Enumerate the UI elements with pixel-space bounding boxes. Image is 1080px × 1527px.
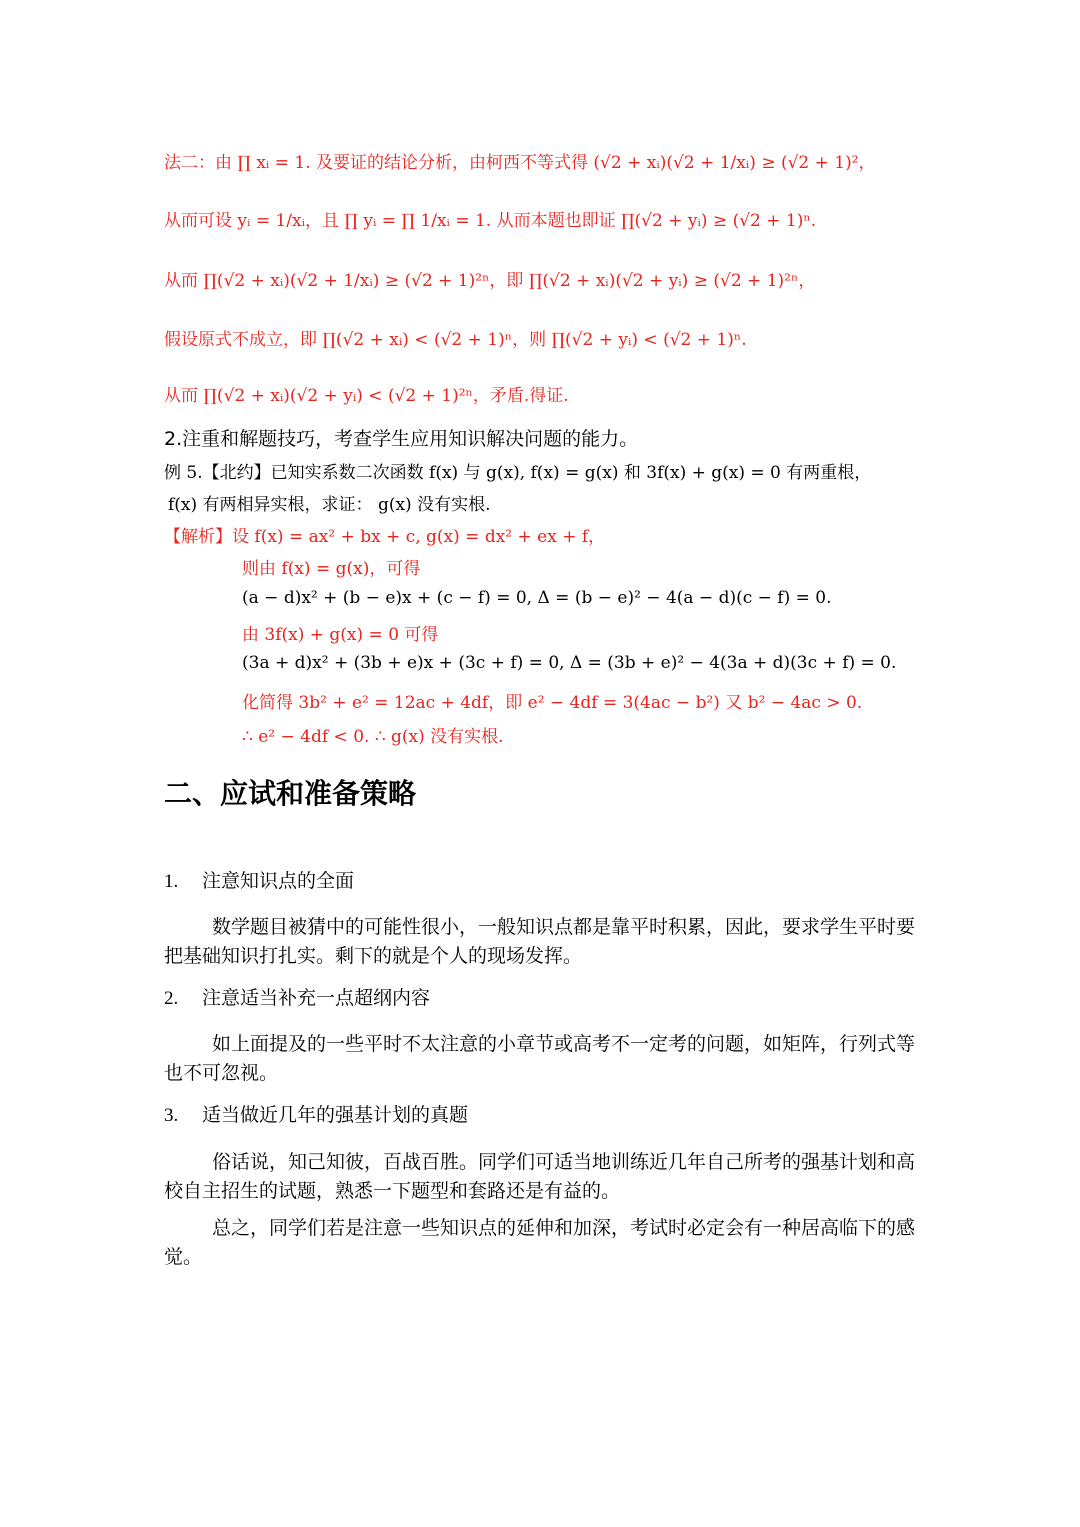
item-2-title: 注意适当补充一点超纲内容 — [202, 987, 431, 1009]
analysis-line6: 化简得 3b² + e² = 12ac + 4df，即 e² − 4df = 3(4ac − b²) 又 b² − 4ac > 0. — [242, 693, 863, 713]
conclusion: 总之，同学们若是注意一些知识点的延伸和加深，考试时必定会有一种居高临下的感觉。 — [164, 1217, 916, 1268]
item-1-heading — [164, 866, 354, 893]
item-1-body: 数学题目被猜中的可能性很小，一般知识点都是靠平时积累，因此，要求学生平时要把基础知识打扎实。剩下的就是个人的现场发挥。 — [164, 916, 916, 967]
solution2-line2: 从而可设 yᵢ = 1/xᵢ，且 ∏ yᵢ = ∏ 1/xᵢ = 1. 从而本题也即证 ∏(√2 + yᵢ) ≥ (√2 + 1)ⁿ. — [164, 211, 817, 231]
solution2-line5: 从而 ∏(√2 + xᵢ)(√2 + yᵢ) < (√2 + 1)²ⁿ，矛盾.得证. — [164, 386, 569, 406]
item-1-number: 1. — [164, 871, 179, 892]
item-1-title: 注意知识点的全面 — [202, 870, 355, 892]
item-2-number: 2. — [164, 988, 179, 1009]
solution2-line4: 假设原式不成立，即 ∏(√2 + xᵢ) < (√2 + 1)ⁿ，则 ∏(√2 + yᵢ) < (√2 + 1)ⁿ. — [164, 330, 747, 350]
solution2-line1: 法二：由 ∏ xᵢ = 1. 及要证的结论分析，由柯西不等式得 (√2 + xᵢ)(√2 + 1/xᵢ) ≥ (√2 + 1)²， — [164, 153, 876, 173]
analysis-line4: 由 3f(x) + g(x) = 0 可得 — [242, 625, 439, 645]
analysis-line3: (a − d)x² + (b − e)x + (c − f) = 0, Δ = (b − e)² − 4(a − d)(c − f) = 0. — [242, 588, 832, 608]
item-2-heading — [164, 983, 430, 1010]
solution2-line3: 从而 ∏(√2 + xᵢ)(√2 + 1/xᵢ) ≥ (√2 + 1)²ⁿ，即 ∏(√2 + xᵢ)(√2 + yᵢ) ≥ (√2 + 1)²ⁿ， — [164, 271, 816, 291]
item-3-heading — [164, 1100, 468, 1127]
analysis-line7: ∴ e² − 4df < 0. ∴ g(x) 没有实根. — [242, 727, 504, 747]
analysis-line5: (3a + d)x² + (3b + e)x + (3c + f) = 0, Δ = (3b + e)² − 4(3a + d)(3c + f) = 0. — [242, 653, 897, 673]
item-3-number: 3. — [164, 1105, 179, 1126]
item-3-body: 俗话说，知己知彼，百战百胜。同学们可适当地训练近几年自己所考的强基计划和高校自主招生的试题，熟悉一下题型和套路还是有益的。 — [164, 1151, 916, 1202]
example5-line1: 例 5.【北约】已知实系数二次函数 f(x) 与 g(x), f(x) = g(x) 和 3f(x) + g(x) = 0 有两重根， — [164, 463, 872, 483]
section-title: 二、应试和准备策略 — [164, 777, 417, 810]
item-2-body: 如上面提及的一些平时不太注意的小章节或高考不一定考的问题，如矩阵，行列式等也不可忽视。 — [164, 1033, 916, 1084]
analysis-line2: 则由 f(x) = g(x)，可得 — [242, 559, 421, 579]
example5-line2: f(x) 有两相异实根，求证： g(x) 没有实根. — [168, 495, 491, 515]
item-3-title: 适当做近几年的强基计划的真题 — [202, 1104, 469, 1126]
analysis-line1: 【解析】设 f(x) = ax² + bx + c, g(x) = dx² + ex + f， — [164, 527, 606, 547]
point2-heading: 2.注重和解题技巧，考查学生应用知识解决问题的能力。 — [164, 428, 639, 450]
